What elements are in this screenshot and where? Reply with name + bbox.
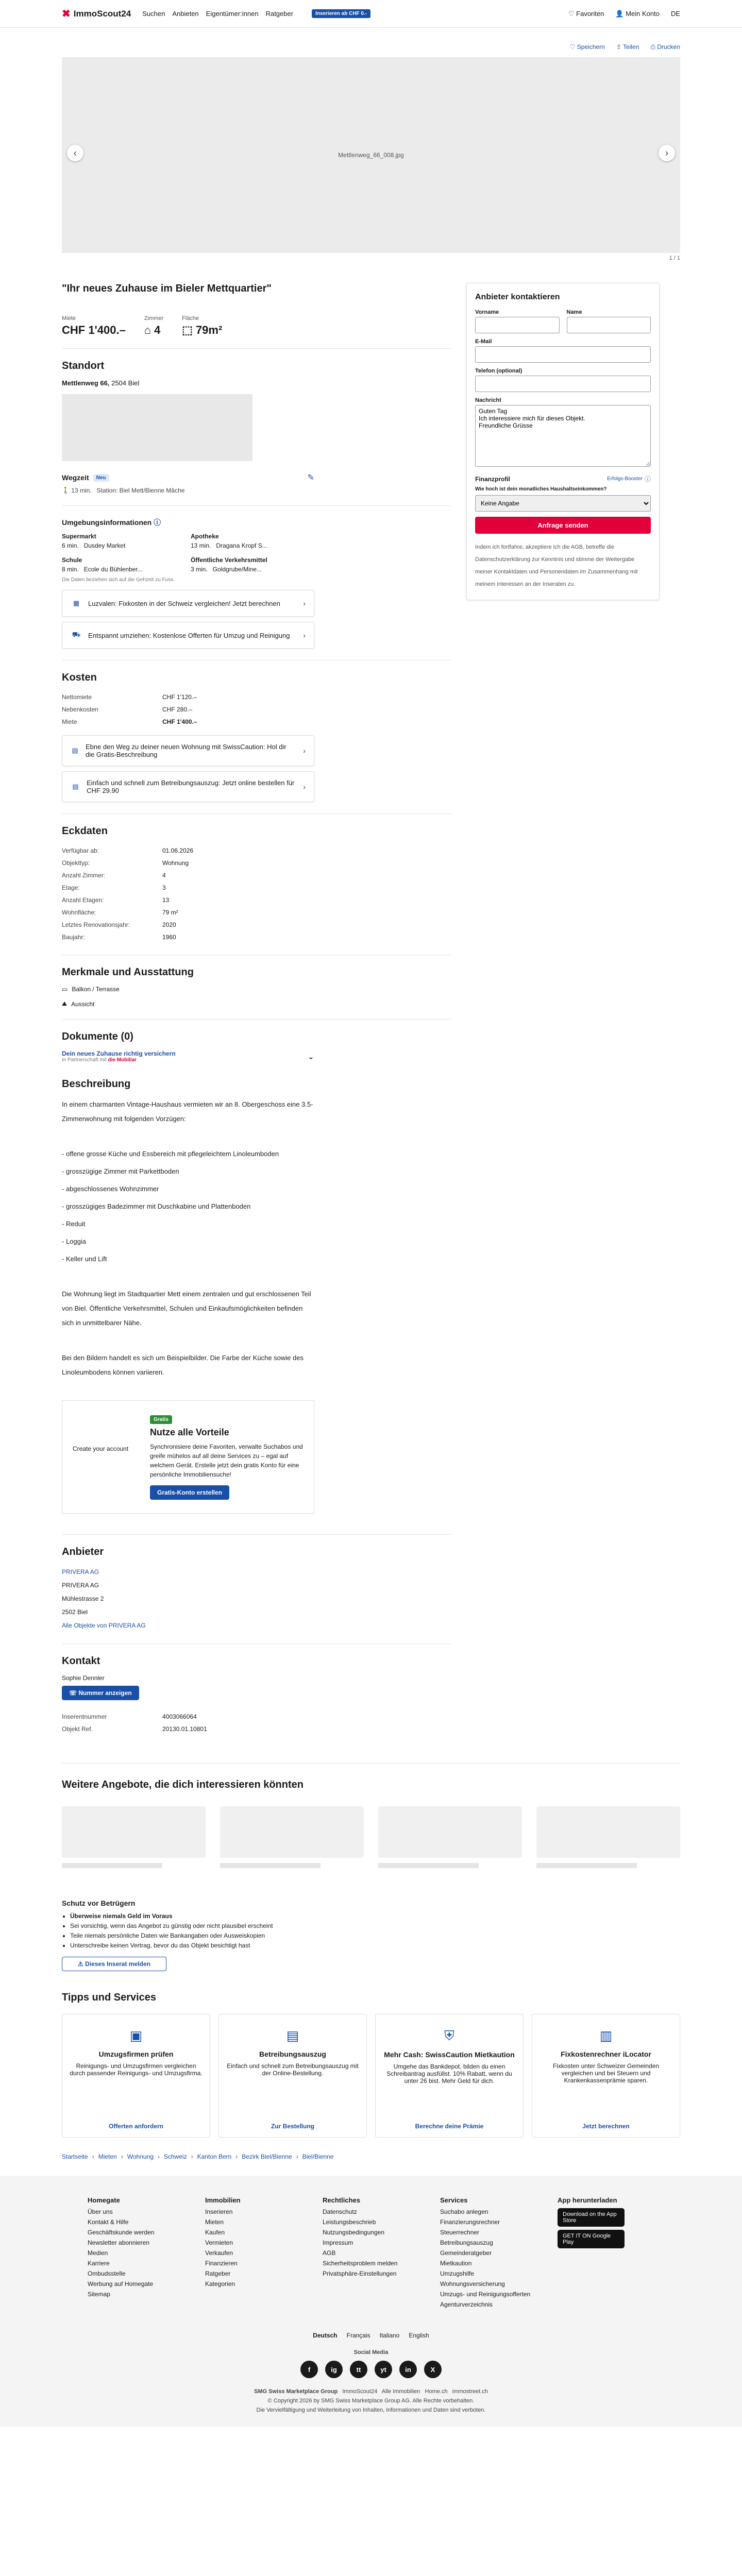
provider-heading: Anbieter [62, 1546, 104, 1557]
chevron-down-icon: ⌄ [307, 1052, 314, 1061]
costs-heading: Kosten [62, 672, 97, 683]
area-icon: ⬚ [182, 324, 193, 336]
shield-icon: ⛨ [444, 2028, 454, 2043]
nav-suchen[interactable]: Suchen [142, 9, 165, 18]
breadcrumb: Startseite › Mieten › Wohnung › Schweiz › Kanton Bern › Bezirk Biel/Bienne › Biel/Bienne [62, 2153, 334, 2160]
keyfact-rooms: Zimmer ⌂ 4 [144, 315, 164, 336]
promo-card-umzug[interactable]: ⛟ Entspannt umziehen: Kostenlose Offerten für Umzug und Reinigung › [62, 622, 314, 649]
google-play-badge[interactable]: GET IT ON Google Play [558, 2230, 625, 2248]
x-icon[interactable]: X [424, 2361, 442, 2378]
show-number-button[interactable]: ☏ Nummer anzeigen [62, 1686, 139, 1700]
tips-heading: Tipps und Services [62, 1992, 157, 2003]
account-promo: Create your account Gratis Nutze alle Vorteile Synchronisiere deine Favoriten, verwalte Suchabos und greife mühelos auf all deine Services zu – egal auf welchem Gerät. Erstelle jetzt dein gratis Konto für eine persönliche Immobiliensuche! Gratis-Konto erstellen [62, 1400, 314, 1514]
gallery-counter: 1 / 1 [669, 255, 680, 261]
table-row: Baujahr: 1960 [62, 934, 176, 941]
table-row: Objekt Ref. 20130.01.10801 [62, 1725, 207, 1733]
language-select[interactable]: DE [670, 10, 680, 18]
surroundings-grid [62, 533, 299, 573]
route-header: Wegzeit Neu ✎ [62, 473, 314, 482]
chevron-right-icon: › [303, 631, 306, 639]
map[interactable] [62, 394, 252, 461]
footer-col-immobilien: Immobilien Inserieren Mieten Kaufen Vermieten Verkaufen Finanzieren Ratgeber Kategorien [205, 2196, 241, 2287]
lastname-input[interactable] [567, 317, 651, 333]
email-input[interactable] [475, 346, 651, 363]
table-row: Verfügbar ab: 01.06.2026 [62, 847, 194, 854]
document-icon: ▤ [286, 2028, 299, 2043]
listing-actions [62, 28, 680, 57]
contact-heading: Kontakt [62, 1655, 100, 1667]
keyfact-area: Fläche ⬚ 79m² [182, 315, 223, 336]
poi-transport: Öffentliche Verkehrsmittel 3 min. Goldgrube/Mine... [191, 556, 267, 573]
facebook-icon[interactable]: f [300, 2361, 318, 2378]
account-link[interactable]: 👤 Mein Konto [615, 9, 660, 18]
page-wrapper [62, 28, 680, 2160]
contact-form: Anbieter kontaktieren Vorname Name E-Mail Telefon (optional) Nachricht Guten Tag Ich interessiere mich für dieses Objekt. Freundliche Grüsse Finanzprofil Erfolgs-Booster ⓘ Wie hoch ist dein monatliches Haushaltseinkommen? Keine Angabe Anfrage senden Indem ich fortfahre, akzeptiere ich die AGB, betreffe die Datenschutzerklärung zur Kenntnis und stimme der Weitergabe meiner Kontaktdaten und Personendaten im Zusammenhang mit meinem Interessen an der Inseraten zu. [466, 283, 660, 600]
table-row: Miete CHF 1'400.– [62, 718, 197, 725]
submit-inquiry-button[interactable]: Anfrage senden [475, 517, 651, 534]
favorites-link[interactable]: ♡ Favoriten [568, 9, 604, 18]
user-icon: 👤 [615, 9, 624, 18]
main-content [62, 283, 680, 1742]
nav-ratgeber[interactable]: Ratgeber [265, 9, 294, 18]
feature-view: ⛰ Aussicht [62, 1000, 95, 1008]
table-row: Objekttyp: Wohnung [62, 859, 189, 867]
surroundings-note: Die Daten beziehen sich auf die Gehzeit zu Fuss. [62, 577, 175, 583]
gallery-prev-icon[interactable]: ‹ [67, 145, 83, 161]
income-select[interactable] [475, 495, 651, 512]
message-textarea[interactable] [475, 405, 651, 467]
description-text: In einem charmanten Vintage-Haushaus vermieten wir an 8. Obergeschoss eine 3.5-Zimmerwohnung mit folgenden Vorzügen: - offene grosse Küche und Essbereich mit pflegeleichtem Linoleumboden - grosszügige Zimmer mit Parkettboden - abgeschlossenes Wohnzimmer - grosszügiges Badezimmer mit Duschkabine und Plattenboden - Reduit - Loggia - Keller und Lift Die Wohnung liegt im Stadtquartier Mett einem zentralen und gut erschlossenen Teil von Biel. Öffentliche Verkehrsmittel, Schulen und Einkaufsmöglichkeiten befinden sich in unmittelbarer Nähe. Bei den Bildern handelt es sich um Beispielbilder. Die Farbe der Küche sowie des Linoleumbodens können variieren. [62, 1100, 313, 1376]
youtube-icon[interactable]: yt [375, 2361, 392, 2378]
features-heading: Merkmale und Ausstattung [62, 967, 194, 978]
promo-card-betreibung[interactable]: ▤ Einfach und schnell zum Betreibungsauszug: Jetzt online bestellen für CHF 29.90 › [62, 771, 314, 802]
surroundings-heading: Umgebungsinformationen ⓘ [62, 518, 161, 527]
address: Mettlenweg 66, 2504 Biel [62, 379, 140, 387]
edit-icon[interactable]: ✎ [307, 473, 314, 482]
feature-balcony: ▭ Balkon / Terrasse [62, 986, 120, 993]
document-icon: ▤ [72, 747, 78, 754]
tip-card-ilocator[interactable]: ▥ Fixkostenrechner iLocator Fixkosten unter Schweizer Gemeinden vergleichen und bei Steuern und Krankenkassenprämie sparen. Jetzt berechnen [532, 2014, 680, 2138]
copyright: © Copyright 2026 by SMG Swiss Marketplace Group AG. Alle Rechte vorbehalten. [267, 2398, 475, 2404]
contact-table [62, 1710, 207, 1735]
main-nav [142, 9, 300, 19]
list-item[interactable] [378, 1806, 522, 1868]
nav-eigentuemer[interactable]: Eigentümer:innen [206, 9, 259, 18]
poi-school: Schule 8 min. Ecole du Bühlenber... [62, 556, 143, 573]
view-icon: ⛰ [62, 1000, 68, 1007]
language-switcher: Deutsch Français Italiano English [313, 2332, 429, 2339]
provider-link[interactable]: PRIVERA AG [62, 1568, 99, 1575]
gallery-next-icon[interactable]: › [659, 145, 675, 161]
rooms-icon: ⌂ [144, 324, 151, 336]
promo-card-swisscaution[interactable]: ▤ Ebne den Weg zu deiner neuen Wohnung mit SwissCaution: Hol dir die Gratis-Beschreibung › [62, 735, 314, 766]
tips-list [62, 2014, 680, 2138]
promo-card-fixkosten[interactable]: ▦ Luzvalen: Fixkosten in der Schweiz vergleichen! Jetzt berechnen › [62, 590, 314, 617]
poi-pharmacy: Apotheke 13 min. Dragana Kropf S... [191, 533, 267, 549]
phone-input[interactable] [475, 376, 651, 392]
details-table [62, 844, 193, 943]
insurance-link[interactable]: Dein neues Zuhause richtig versichern In Partnerschaft mit die Mobiliar ⌄ [62, 1050, 314, 1063]
linkedin-icon[interactable]: in [399, 2361, 417, 2378]
finance-booster-link[interactable]: Erfolgs-Booster [607, 476, 643, 482]
table-row: Nebenkosten CHF 280.– [62, 706, 193, 713]
details-heading: Eckdaten [62, 825, 108, 837]
table-row: Letztes Renovationsjahr: 2020 [62, 921, 176, 928]
description-heading: Beschreibung [62, 1078, 131, 1090]
info-icon[interactable]: ⓘ [644, 476, 651, 483]
report-listing-button[interactable]: ⚠ Dieses Inserat melden [62, 1957, 166, 1971]
listing-title: "Ihr neues Zuhause im Bieler Mettquartier" [62, 283, 272, 294]
save-button[interactable]: ♡ Speichern [569, 43, 605, 50]
social-links [0, 2361, 742, 2378]
tiktok-icon[interactable]: tt [350, 2361, 367, 2378]
provider-info: PRIVERA AG PRIVERA AG Mühlestrasse 2 2502 Biel Alle Objekte von PRIVERA AG [62, 1568, 146, 1629]
logo[interactable]: ✖ ImmoScout24 [62, 8, 131, 20]
logo-mark-icon: ✖ [62, 8, 71, 20]
right-column [466, 283, 660, 1742]
top-header [0, 0, 742, 28]
header-right [568, 10, 680, 18]
list-item[interactable] [220, 1806, 364, 1868]
inserieren-button[interactable]: Inserieren ab CHF 0.- [312, 9, 370, 18]
legal-text: Indem ich fortfahre, akzeptiere ich die AGB, betreffe die Datenschutzerklärung zur Kenntnis und stimme der Weitergabe meiner Kontaktdaten und Personendaten im Zusammenhang mit meinem Interessen an der Inseraten zu. [475, 544, 638, 587]
print-button[interactable]: ⎙ Drucken [650, 43, 680, 50]
group-links: SMG Swiss Marketplace Group ImmoScout24 Alle Immobilien Home.ch immostreet.ch [254, 2388, 488, 2395]
instagram-icon[interactable]: ig [325, 2361, 343, 2378]
keyfact-rent: Miete CHF 1'400.– [62, 315, 126, 336]
gratis-badge: Gratis [150, 1415, 172, 1424]
balcony-icon: ▭ [62, 986, 68, 993]
heart-icon: ♡ [568, 9, 575, 18]
more-offers-heading: Weitere Angebote, die dich interessieren könnten [62, 1779, 303, 1790]
mobiliar-logo: die Mobiliar [108, 1057, 137, 1063]
new-badge: Neu [93, 474, 109, 482]
table-row: Anzahl Zimmer: 4 [62, 872, 166, 879]
tip-card-swisscaution[interactable]: ⛨ Mehr Cash: SwissCaution Mietkaution Umgehe das Bankdepot, bilden du einen Schreibantrag ausfüllst. 10% Rabatt, wenn du unter 26 bist. Mehr Geld für dich. Berechne deine Prämie [375, 2014, 524, 2138]
provider-all-link[interactable]: Alle Objekte von PRIVERA AG [62, 1622, 146, 1629]
location-heading: Standort [62, 360, 105, 371]
calculator-icon: ▦ [73, 599, 80, 607]
footer-col-homegate: Homegate Über uns Kontakt & Hilfe Geschäftskunde werden Newsletter abonnieren Medien Karriere Ombudsstelle Werbung auf Homegate Sitemap [88, 2196, 155, 2298]
info-icon[interactable]: ⓘ [154, 518, 161, 527]
map-icon: ▥ [599, 2028, 613, 2043]
costs-table [62, 691, 197, 728]
gallery-image-name: Mettlenweg_66_008.jpg [338, 151, 404, 159]
chevron-right-icon: › [303, 747, 306, 755]
image-gallery[interactable] [62, 57, 680, 253]
table-row: Anzahl Etagen: 13 [62, 896, 170, 904]
app-store-badge[interactable]: Download on the App Store [558, 2208, 625, 2227]
table-row: Wohnfläche: 79 m² [62, 909, 178, 916]
chevron-right-icon: › [303, 599, 306, 607]
footer-col-rechtliches: Rechtliches Datenschutz Leistungsbeschrieb Nutzungsbedingungen Impressum AGB Sicherheitsproblem melden Privatsphäre-Einstellungen [323, 2196, 398, 2277]
tip-card-betreibung[interactable]: ▤ Betreibungsauszug Einfach und schnell zum Betreibungsauszug mit der Online-Bestellung. Zur Bestellung [218, 2014, 367, 2138]
table-row: Etage: 3 [62, 884, 166, 891]
list-item[interactable] [536, 1806, 680, 1868]
poi-supermarket: Supermarkt 6 min. Dusdey Market [62, 533, 126, 549]
footer: Homegate Über uns Kontakt & Hilfe Geschäftskunde werden Newsletter abonnieren Medien Karriere Ombudsstelle Werbung auf Homegate Sitemap Immobilien Inserieren Mieten Kaufen Vermieten Verkaufen Finanzieren Ratgeber Kategorien Rechtliches Datenschutz Leistungsbeschrieb Nutzungsbedingungen Impressum AGB Sicherheitsproblem melden Privatsphäre-Einstellungen Services Suchabo anlegen Finanzierungsrechner Steuerrechner Betreibungsauszug Gemeinderatgeber Mietkaution Umzugshilfe Wohnungsversicherung Umzugs- und Reinigungsofferten Agenturverzeichnis App herunterladen Download on the App Store GET IT ON Google Play Deutsch Français Italiano English Social Media f ig tt yt in X SMG Swiss Marketplace Group ImmoScout24 Alle Immobilien Home.ch immostreet.ch © Copyright 2026 by SMG Swiss Marketplace Group AG. Alle Rechte vorbehalten. Die Vervielfältigung und Weiterleitung von Inhalten, Informationen und Daten sind verboten. [0, 2176, 742, 2427]
table-row: Nettomiete CHF 1'120.– [62, 693, 197, 701]
footer-col-services: Services Suchabo anlegen Finanzierungsrechner Steuerrechner Betreibungsauszug Gemeinderatgeber Mietkaution Umzugshilfe Wohnungsversicherung Umzugs- und Reinigungsofferten Agenturverzeichnis [440, 2196, 531, 2308]
chevron-right-icon: › [303, 783, 306, 791]
disclaimer: Die Vervielfältigung und Weiterleitung von Inhalten, Informationen und Daten sind verboten. [256, 2407, 486, 2413]
tip-card-moving[interactable]: ▣ Umzugsfirmen prüfen Reinigungs- und Umzugsfirmen vergleichen durch passender Reinigungs- und Umzugsfirma. Offerten anfordern [62, 2014, 210, 2138]
truck-icon: ⛟ [72, 631, 81, 638]
key-facts [62, 315, 451, 337]
footer-col-app: App herunterladen Download on the App Store GET IT ON Google Play [558, 2196, 654, 2311]
fraud-section: Schutz vor Betrügern • Überweise niemals Geld im Voraus • Sei vorsichtig, wenn das Angebot zu günstig oder nicht plausibel erscheint • Teile niemals persönliche Daten wie Bankangaben oder Ausweiskopien • Unterschreibe keinen Vertrag, bevor du das Objekt besichtigt hast ⚠ Dieses Inserat melden [62, 1899, 680, 1971]
firstname-input[interactable] [475, 317, 560, 333]
nav-anbieten[interactable]: Anbieten [172, 9, 199, 18]
share-button[interactable]: ⇪ Teilen [616, 43, 639, 50]
box-icon: ▣ [129, 2028, 143, 2043]
list-item[interactable] [62, 1806, 206, 1868]
left-column: "Ihr neues Zuhause im Bieler Mettquartier" Miete CHF 1'400.– Zimmer ⌂ 4 Fläche ⬚ 79m² Standort Mettlenweg 66, 2504 Biel Wegzeit Neu ✎ 🚶 13 min. Station: Biel Mett/Bienne Mâche Umgebungsinformationen ⓘ Supermarkt 6 min. Dusdey Market Apotheke 13 min. Dragana Kropf S... Schule 8 min. Ecole du Bühlenber... Öffentliche Verkehrsmittel 3 min. Goldgrube/Mine... Die Daten beziehen sich auf die Gehzeit zu Fuss. ▦ Luzvalen: Fixkosten in der Schweiz vergleichen! Jetzt berechnen › ⛟ Entspannt umziehen: Kostenlose Offerten für Umzug und Reinigung › Kosten Nettomiete CHF 1'120.– Nebenkosten CHF 280.– Miete CHF 1'400.– ▤ Ebne den Weg zu deiner neuen Wohnung mit SwissCaution: Hol dir die Gratis-Beschreibung › ▤ Einfach und schnell zum Betreibungsauszug: Jetzt online bestellen für CHF 29.90 › Eckdaten Verfügbar ab: 01.06.2026 Objekttyp: Wohnung Anzahl Zimmer: 4 Etage: 3 Anzahl Etagen: 13 Wohnfläche: 79 m² Letztes Renovationsjahr: 2020 Baujahr: 1960 Merkmale und Ausstattung ▭ Balkon / Terrasse ⛰ Aussicht Dokumente (0) Dein neues Zuhause richtig versichern In Partnerschaft mit die Mobiliar ⌄ Beschreibung In einem charmanten Vintage-Haushaus vermieten wir an 8. Obergeschoss eine 3.5-Zimmerwohnung mit folgenden Vorzügen: - offene grosse Küche und Essbereich mit pflegeleichtem Linoleumboden - grosszügige Zimmer mit Parkettboden - abgeschlossenes Wohnzimmer - grosszügiges Badezimmer mit Duschkabine und Plattenboden - Reduit - Loggia - Keller und Lift Die Wohnung liegt im Stadtquartier Mett einem zentralen und gut erschlossenen Teil von Biel. Öffentliche Verkehrsmittel, Schulen und Einkaufsmöglichkeiten befinden sich in unmittelbarer Nähe. Bei den Bildern handelt es sich um Beispielbilder. Die Farbe der Küche sowie des Linoleumbodens können variieren. Create your account Gratis Nutze alle Vorteile Synchronisiere deine Favoriten, verwalte Suchabos und greife mühelos auf all deine Services zu – egal auf welchem Gerät. Erstelle jetzt dein gratis Konto für eine persönliche Immobiliensuche! Gratis-Konto erstellen Anbieter PRIVERA AG PRIVERA AG Mühlestrasse 2 2502 Biel Alle Objekte von PRIVERA AG Kontakt Sophie Dennler ☏ Nummer anzeigen Inserentnummer 4003066064 Objekt Ref. 20130.01.10801 [62, 283, 451, 1742]
route-info: 🚶 13 min. Station: Biel Mett/Bienne Mâche [62, 487, 185, 494]
create-account-button[interactable]: Gratis-Konto erstellen [150, 1485, 229, 1500]
documents-heading: Dokumente (0) [62, 1031, 133, 1042]
more-offers-list [62, 1806, 680, 1868]
table-row: Inserentnummer 4003066064 [62, 1713, 197, 1720]
document-icon: ▤ [72, 783, 79, 790]
